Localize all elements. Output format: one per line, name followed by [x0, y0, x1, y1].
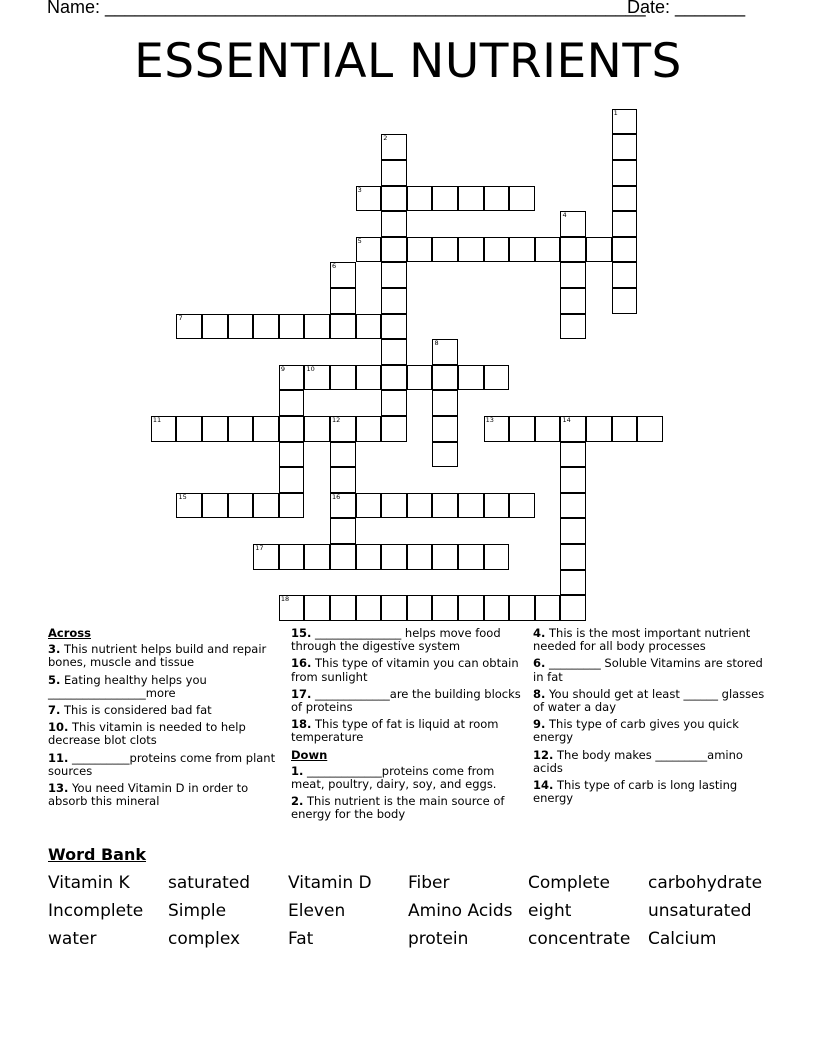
clue-item-number: 4. [533, 626, 546, 640]
clue-number: 8 [434, 339, 439, 348]
grid-cell[interactable] [509, 595, 535, 621]
grid-cell[interactable] [458, 493, 484, 519]
grid-cell[interactable] [381, 160, 407, 186]
clue-item-number: 8. [533, 686, 546, 701]
grid-cell[interactable] [279, 493, 305, 519]
down-clue-list-continued [533, 627, 765, 805]
grid-cell[interactable] [253, 416, 279, 442]
grid-cell[interactable] [381, 288, 407, 314]
clue-item-number: 5. [48, 672, 61, 687]
word-bank-word: Vitamin D [288, 873, 372, 893]
clue-item-number: 10. [48, 720, 69, 735]
grid-cell[interactable] [176, 416, 202, 442]
clue-item-text: This nutrient is the main source of energy for the body [291, 794, 505, 822]
word-bank-word: Calcium [648, 929, 717, 949]
grid-cell[interactable] [381, 262, 407, 288]
grid-cell[interactable] [484, 365, 510, 391]
grid-cell[interactable] [356, 237, 382, 263]
grid-cell[interactable] [509, 416, 535, 442]
grid-cell[interactable] [612, 237, 638, 263]
grid-cell[interactable] [432, 416, 458, 442]
grid-cell[interactable] [432, 390, 458, 416]
grid-cell[interactable] [381, 390, 407, 416]
grid-cell[interactable] [381, 416, 407, 442]
clue-number: 15 [178, 492, 187, 501]
grid-cell[interactable] [151, 416, 177, 442]
grid-cell[interactable] [432, 544, 458, 570]
clue-number: 13 [485, 416, 494, 425]
word-bank-word: protein [408, 929, 469, 949]
clue-number: 6 [332, 262, 337, 271]
grid-cell[interactable] [253, 544, 279, 570]
grid-cell[interactable] [612, 134, 638, 160]
clue-number: 2 [383, 134, 388, 143]
clue-item-number: 13. [48, 781, 69, 796]
grid-cell[interactable] [381, 237, 407, 263]
clue-number: 11 [152, 416, 162, 425]
clue-number: 5 [357, 236, 362, 245]
grid-cell[interactable] [560, 262, 586, 288]
grid-cell[interactable] [202, 416, 228, 442]
clue-item [533, 779, 765, 805]
clue-item [533, 657, 765, 683]
grid-cell[interactable] [356, 416, 382, 442]
grid-cell[interactable] [458, 544, 484, 570]
grid-cell[interactable] [407, 493, 433, 519]
grid-cell[interactable] [381, 186, 407, 212]
grid-cell[interactable] [330, 595, 356, 621]
word-bank-word: Amino Acids [408, 901, 513, 921]
grid-cell[interactable] [356, 186, 382, 212]
grid-cell[interactable] [279, 365, 305, 391]
grid-cell[interactable] [637, 416, 663, 442]
clue-item-number: 12. [533, 747, 554, 762]
word-bank-word: Fiber [408, 873, 450, 893]
clue-number: 17 [255, 544, 264, 553]
clue-item [291, 765, 523, 791]
clue-item [48, 674, 280, 700]
clue-item [291, 657, 523, 683]
grid-cell[interactable] [356, 493, 382, 519]
grid-cell[interactable] [381, 339, 407, 365]
clue-item-text: This type of vitamin you can obtain from sunlight [291, 656, 519, 684]
grid-cell[interactable] [381, 314, 407, 340]
grid-cell[interactable] [304, 595, 330, 621]
clue-number: 10 [306, 364, 315, 373]
grid-cell[interactable] [381, 493, 407, 519]
clue-item [533, 718, 765, 744]
grid-cell[interactable] [484, 237, 510, 263]
grid-cell[interactable] [535, 237, 561, 263]
word-bank-word: saturated [168, 873, 251, 893]
grid-cell[interactable] [407, 595, 433, 621]
grid-cell[interactable] [560, 493, 586, 519]
grid-cell[interactable] [509, 237, 535, 263]
grid-cell[interactable] [330, 442, 356, 468]
word-bank-word: Vitamin K [48, 873, 130, 893]
grid-cell[interactable] [330, 493, 356, 519]
clue-number: 18 [280, 595, 290, 604]
grid-cell[interactable] [432, 339, 458, 365]
grid-cell[interactable] [304, 314, 330, 340]
clue-item-text: This type of carb gives you quick energy [533, 717, 739, 745]
grid-cell[interactable] [612, 186, 638, 212]
clue-number: 7 [178, 313, 183, 322]
word-bank-word: Eleven [288, 901, 346, 921]
clue-item-text: Eating healthy helps you _________________more [48, 672, 207, 700]
grid-cell[interactable] [509, 493, 535, 519]
grid-cell[interactable] [432, 237, 458, 263]
clue-item-text: This type of fat is liquid at room temperature [291, 717, 499, 745]
grid-cell[interactable] [202, 314, 228, 340]
clue-item-text: _______________ helps move food through the digestive system [291, 626, 501, 654]
clue-item-text: You should get at least ______ glasses of water a day [533, 686, 765, 715]
clue-item-text: The body makes _________amino acids [533, 747, 743, 775]
grid-cell[interactable] [560, 314, 586, 340]
clue-item-text: _________ Soluble Vitamins are stored in fat [533, 656, 763, 684]
grid-cell[interactable] [228, 314, 254, 340]
clue-number: 9 [280, 364, 285, 373]
grid-cell[interactable] [612, 160, 638, 186]
grid-cell[interactable] [560, 467, 586, 493]
grid-cell[interactable] [586, 416, 612, 442]
clue-item-text: This type of carb is long lasting energy [533, 778, 738, 806]
grid-cell[interactable] [279, 314, 305, 340]
clue-item [291, 795, 523, 821]
grid-cell[interactable] [432, 493, 458, 519]
grid-cell[interactable] [612, 262, 638, 288]
grid-cell[interactable] [330, 262, 356, 288]
clue-item-number: 6. [533, 656, 546, 671]
grid-cell[interactable] [458, 186, 484, 212]
clue-number: 4 [562, 211, 567, 220]
grid-cell[interactable] [560, 288, 586, 314]
clue-number: 1 [613, 108, 618, 117]
date-field-label: Date: _______ [627, 0, 746, 17]
clue-item [533, 688, 765, 714]
word-bank-word: concentrate [528, 929, 631, 949]
down-heading: Down [291, 747, 328, 762]
grid-cell[interactable] [407, 365, 433, 391]
grid-cell[interactable] [330, 518, 356, 544]
grid-cell[interactable] [560, 595, 586, 621]
grid-cell[interactable] [279, 416, 305, 442]
grid-cell[interactable] [560, 442, 586, 468]
clue-item-number: 11. [48, 750, 69, 765]
grid-cell[interactable] [560, 237, 586, 263]
word-bank-title: Word Bank [48, 845, 147, 864]
grid-cell[interactable] [407, 186, 433, 212]
clue-item-number: 2. [291, 794, 304, 809]
grid-cell[interactable] [612, 416, 638, 442]
word-bank-word: Incomplete [48, 901, 144, 921]
name-field-label: Name: ______________________________________________________ [47, 0, 646, 17]
grid-cell[interactable] [304, 544, 330, 570]
clue-item [291, 718, 523, 744]
clue-item-text: This nutrient helps build and repair bones, muscle and tissue [48, 642, 267, 670]
grid-cell[interactable] [330, 365, 356, 391]
grid-cell[interactable] [612, 288, 638, 314]
grid-cell[interactable] [432, 186, 458, 212]
grid-cell[interactable] [381, 134, 407, 160]
clue-item-number: 17. [291, 686, 312, 701]
clue-item-number: 16. [291, 656, 312, 671]
grid-cell[interactable] [356, 314, 382, 340]
word-bank-word: carbohydrate [648, 873, 763, 893]
grid-cell[interactable] [560, 570, 586, 596]
clue-number: 12 [332, 416, 341, 425]
grid-cell[interactable] [484, 544, 510, 570]
grid-cell[interactable] [560, 544, 586, 570]
grid-cell[interactable] [432, 365, 458, 391]
grid-cell[interactable] [202, 493, 228, 519]
grid-cell[interactable] [509, 186, 535, 212]
clue-item-number: 14. [533, 778, 554, 793]
grid-cell[interactable] [279, 595, 305, 621]
grid-cell[interactable] [330, 314, 356, 340]
clue-item [48, 752, 280, 778]
grid-cell[interactable] [253, 314, 279, 340]
clue-item-text: _____________are the building blocks of proteins [291, 686, 521, 715]
grid-cell[interactable] [253, 493, 279, 519]
clue-item-text: This is considered bad fat [60, 703, 212, 718]
clue-item-text: _____________proteins come from meat, poultry, dairy, soy, and eggs. [291, 763, 497, 792]
word-bank-word: Complete [528, 873, 610, 893]
grid-cell[interactable] [279, 442, 305, 468]
clue-item [48, 704, 280, 717]
grid-cell[interactable] [228, 493, 254, 519]
grid-cell[interactable] [330, 416, 356, 442]
clue-item-number: 15. [291, 626, 312, 640]
clues-column-3 [533, 627, 765, 809]
grid-cell[interactable] [407, 237, 433, 263]
clue-item [291, 688, 523, 714]
clue-item-text: You need Vitamin D in order to absorb this mineral [48, 781, 249, 809]
clue-item-number: 1. [291, 763, 304, 778]
grid-cell[interactable] [612, 109, 638, 135]
across-clue-list [48, 643, 280, 808]
grid-cell[interactable] [330, 467, 356, 493]
across-heading: Across [48, 626, 91, 640]
grid-cell[interactable] [484, 416, 510, 442]
clue-item [533, 627, 765, 653]
grid-cell[interactable] [458, 365, 484, 391]
clue-item-text: This is the most important nutrient needed for all body processes [533, 626, 751, 654]
word-bank-word: water [48, 929, 97, 949]
grid-cell[interactable] [279, 390, 305, 416]
grid-cell[interactable] [560, 211, 586, 237]
clue-number: 14 [562, 416, 571, 425]
clue-item-number: 7. [48, 703, 61, 718]
clue-item-text: This vitamin is needed to help decrease blot clots [48, 720, 246, 748]
grid-cell[interactable] [279, 467, 305, 493]
grid-cell[interactable] [535, 416, 561, 442]
grid-cell[interactable] [407, 544, 433, 570]
grid-cell[interactable] [176, 314, 202, 340]
clue-number: 16 [332, 492, 341, 501]
grid-cell[interactable] [432, 442, 458, 468]
clue-item-number: 3. [48, 642, 61, 657]
grid-cell[interactable] [484, 493, 510, 519]
word-bank-word: unsaturated [648, 901, 752, 921]
grid-cell[interactable] [356, 365, 382, 391]
across-clue-list-continued [291, 627, 523, 745]
clues-column-1 [48, 627, 280, 812]
grid-cell[interactable] [381, 595, 407, 621]
grid-cell[interactable] [560, 518, 586, 544]
grid-cell[interactable] [458, 237, 484, 263]
grid-cell[interactable] [330, 544, 356, 570]
grid-cell[interactable] [228, 416, 254, 442]
grid-cell[interactable] [381, 211, 407, 237]
grid-cell[interactable] [484, 595, 510, 621]
clue-item-text: __________proteins come from plant sources [48, 750, 276, 778]
clue-item [48, 721, 280, 747]
clue-item [291, 627, 523, 653]
grid-cell[interactable] [279, 544, 305, 570]
grid-cell[interactable] [381, 365, 407, 391]
down-clue-list [291, 765, 523, 822]
word-bank-word: Simple [168, 901, 227, 921]
clue-item-number: 9. [533, 717, 546, 732]
grid-cell[interactable] [535, 595, 561, 621]
grid-cell[interactable] [381, 544, 407, 570]
grid-cell[interactable] [304, 416, 330, 442]
grid-cell[interactable] [330, 288, 356, 314]
word-bank-word: Fat [288, 929, 314, 949]
clues-column-2 [291, 627, 523, 826]
clue-item [533, 749, 765, 775]
clue-item [48, 782, 280, 808]
page-title: ESSENTIAL NUTRIENTS [134, 34, 682, 89]
clue-item-number: 18. [291, 717, 312, 732]
grid-cell[interactable] [586, 237, 612, 263]
grid-cell[interactable] [304, 365, 330, 391]
grid-cell[interactable] [176, 493, 202, 519]
grid-cell[interactable] [356, 544, 382, 570]
word-bank-word: eight [528, 901, 572, 921]
clue-number: 3 [357, 185, 362, 194]
grid-cell[interactable] [458, 595, 484, 621]
clue-item [48, 643, 280, 669]
grid-cell[interactable] [560, 416, 586, 442]
grid-cell[interactable] [612, 211, 638, 237]
grid-cell[interactable] [484, 186, 510, 212]
word-bank-word: complex [168, 929, 241, 949]
grid-cell[interactable] [432, 595, 458, 621]
grid-cell[interactable] [356, 595, 382, 621]
